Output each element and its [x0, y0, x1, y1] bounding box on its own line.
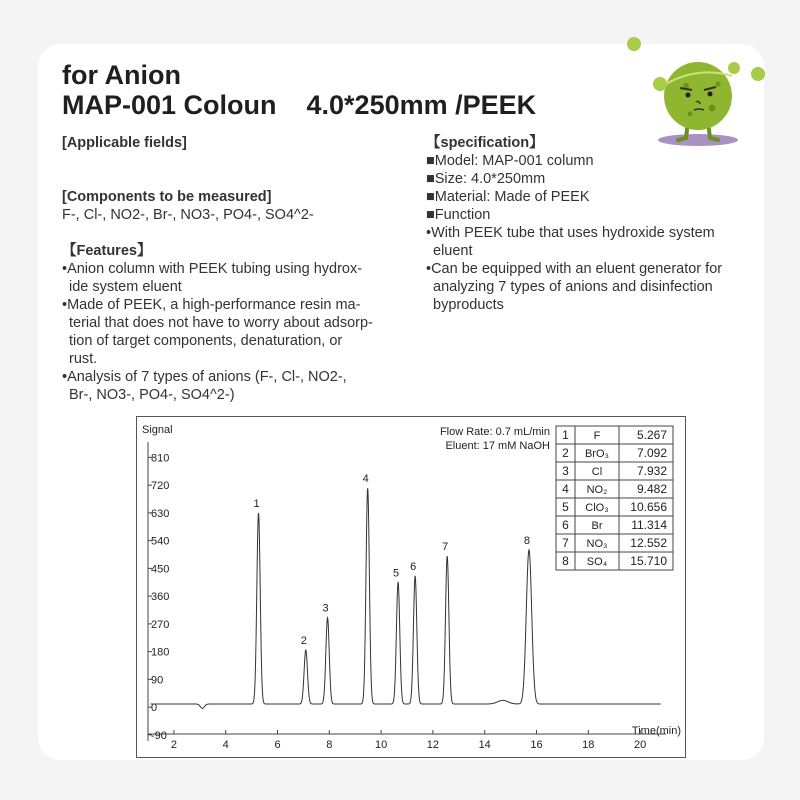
components-heading: [Components to be measured]	[62, 189, 272, 205]
table-row-number: 5	[562, 500, 569, 514]
x-tick-label: 18	[582, 739, 595, 751]
x-tick-label: 14	[478, 739, 491, 751]
peak-label: 2	[300, 635, 307, 648]
flow-rate-annotation: Flow Rate: 0.7 mL/min	[439, 426, 550, 438]
table-ion-name: Br	[591, 520, 603, 532]
peak-label: 7	[442, 541, 449, 554]
spec-item: ■Material: Made of PEEK	[426, 189, 590, 205]
x-tick-label: 12	[426, 739, 440, 751]
peak-label: 4	[362, 473, 369, 486]
table-row-number: 6	[562, 518, 569, 532]
table-ion-name: NO₂	[586, 484, 608, 496]
peak-label: 3	[322, 602, 329, 615]
table-row-number: 8	[562, 554, 569, 568]
mascot-ball-right	[751, 67, 765, 81]
table-retention-time: 11.314	[631, 518, 667, 532]
y-tick-label: 270	[151, 618, 170, 631]
y-tick-label: 720	[151, 480, 170, 493]
table-retention-time: 9.482	[636, 482, 667, 496]
y-axis-label: Signal	[142, 424, 173, 436]
mascot-ball-mid	[728, 62, 740, 74]
y-tick-label: 0	[151, 702, 158, 715]
mascot-ball-left	[653, 77, 667, 91]
table-retention-time: 12.552	[630, 536, 667, 550]
function-bullet: •Can be equipped with an eluent generator for analyzing 7 types of anions and disinfection byproducts	[426, 261, 723, 313]
peak-label: 1	[253, 497, 260, 510]
y-tick-label: 180	[151, 646, 170, 659]
x-tick-label: 10	[374, 739, 388, 751]
function-bullet: •With PEEK tube that uses hydroxide system eluent	[426, 225, 715, 259]
title-line-2: MAP-001 Coloun 4.0*250mm /PEEK	[62, 90, 537, 120]
y-tick-label: 360	[151, 591, 170, 604]
feature-item: •Analysis of 7 types of anions (F-, Cl-, NO2-, Br-, NO3-, PO4-, SO4^2-)	[62, 369, 347, 403]
y-tick-label: 450	[151, 563, 170, 576]
feature-item: •Anion column with PEEK tubing using hydrox- ide system eluent	[62, 261, 363, 295]
components-text: F-, Cl-, NO2-, Br-, NO3-, PO4-, SO4^2-	[62, 207, 314, 223]
spec-item: ■Model: MAP-001 column	[426, 153, 594, 169]
x-tick-label: 6	[274, 739, 281, 751]
specification-column	[426, 134, 771, 314]
features-heading: 【Features】	[62, 243, 152, 259]
x-tick-label: 20	[633, 739, 647, 751]
table-retention-time: 10.656	[630, 500, 667, 514]
specification-heading: 【specification】	[426, 135, 544, 151]
spec-item: ■Size: 4.0*250mm	[426, 171, 546, 187]
table-retention-time: 5.267	[636, 428, 667, 442]
y-tick-label: 630	[151, 507, 170, 520]
table-ion-name: Cl	[591, 466, 603, 478]
table-retention-time: 7.092	[636, 446, 667, 460]
peak-label: 8	[523, 534, 531, 547]
y-tick-label: 90	[151, 674, 164, 687]
x-tick-label: 8	[326, 739, 333, 751]
spec-item: ■Function	[426, 207, 491, 223]
peak-label: 6	[410, 561, 417, 574]
table-row-number: 7	[562, 536, 569, 550]
table-ion-name: ClO₃	[585, 502, 609, 514]
table-ion-name: NO₃	[586, 538, 608, 550]
y-tick-label: -90	[151, 729, 167, 742]
mascot-ball-top	[627, 37, 641, 51]
feature-item: •Made of PEEK, a high-performance resin ma- terial that does not have to worry about adsorp- tion of target components, denaturation, or rust.	[62, 297, 373, 367]
title-line-1: for Anion	[62, 60, 181, 90]
x-tick-label: 2	[170, 739, 177, 751]
peak-label: 5	[393, 567, 400, 580]
table-row-number: 2	[562, 446, 569, 460]
table-ion-name: F	[593, 430, 601, 442]
x-axis-label: Time(min)	[631, 725, 681, 737]
y-tick-label: 810	[151, 452, 170, 465]
table-ion-name: BrO₃	[584, 448, 610, 460]
x-tick-label: 16	[530, 739, 543, 751]
table-retention-time: 15.710	[630, 554, 667, 568]
table-ion-name: SO₄	[586, 556, 608, 568]
left-column	[62, 134, 392, 404]
table-row-number: 4	[562, 482, 569, 496]
eluent-annotation: Eluent: 17 mM NaOH	[445, 440, 550, 452]
applicable-fields-heading: [Applicable fields]	[62, 135, 187, 151]
chromatogram-chart	[136, 416, 686, 758]
table-retention-time: 7.932	[636, 464, 667, 478]
y-tick-label: 540	[151, 535, 170, 548]
table-row-number: 3	[562, 464, 569, 478]
x-tick-label: 4	[222, 739, 229, 751]
table-row-number: 1	[562, 428, 569, 442]
